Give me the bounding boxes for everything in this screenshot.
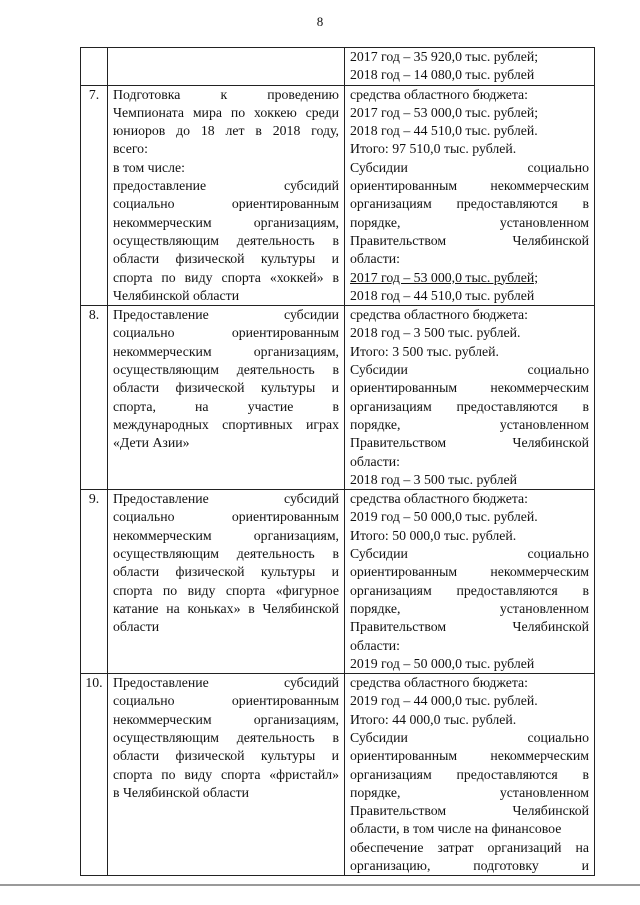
- subsidy-table: [80, 47, 595, 876]
- row-number: [81, 48, 108, 86]
- description-line: Предоставление субсидий: [113, 491, 339, 507]
- scan-edge-line: [0, 884, 640, 886]
- funding-line: ориентированным некоммерческим: [350, 564, 589, 580]
- description-line: спорта, на участие в: [113, 398, 339, 414]
- table-row: [81, 306, 595, 490]
- measure-description: [108, 85, 345, 306]
- funding-line: 2019 год – 44 000,0 тыс. рублей.: [350, 693, 538, 709]
- funding-line: Итого: 50 000,0 тыс. рублей.: [350, 527, 517, 543]
- description-line: области физической культуры и: [113, 380, 339, 396]
- description-line: некоммерческим организациям,: [113, 527, 339, 543]
- funding-line: порядке, установленном: [350, 416, 589, 432]
- description-line: спорта по виду спорта «фристайл»: [113, 766, 339, 782]
- funding-line: порядке, установленном: [350, 214, 589, 230]
- description-line: осуществляющим деятельность в: [113, 729, 339, 745]
- description-line: области: [113, 619, 160, 635]
- funding-line: средства областного бюджета:: [350, 491, 528, 507]
- row-number: 8.: [81, 306, 108, 490]
- funding-line: организациям предоставляются в: [350, 766, 589, 782]
- description-line: Чемпионата мира по хоккею среди: [113, 104, 339, 120]
- description-line: Челябинской области: [113, 287, 240, 303]
- funding-line: области, в том числе на финансовое: [350, 821, 562, 837]
- description-line: Подготовка к проведению: [113, 86, 339, 102]
- funding-line: 2018 год – 44 510,0 тыс. рублей.: [350, 123, 538, 139]
- funding-line: Итого: 44 000,0 тыс. рублей.: [350, 711, 517, 727]
- funding-line: 2018 год – 44 510,0 тыс. рублей: [350, 287, 535, 303]
- row-number: 9.: [81, 490, 108, 674]
- description-line: «Дети Азии»: [113, 435, 190, 451]
- funding-line: 2017 год – 53 000,0 тыс. рублей;: [350, 269, 539, 285]
- funding-details: [345, 674, 595, 876]
- description-line: спорта по виду спорта «хоккей» в: [113, 269, 339, 285]
- funding-details: [345, 490, 595, 674]
- description-line: осуществляющим деятельность в: [113, 362, 339, 378]
- funding-line: порядке, установленном: [350, 600, 589, 616]
- funding-line: 2018 год – 14 080,0 тыс. рублей: [350, 67, 535, 83]
- description-line: юниоров до 18 лет в 2018 году,: [113, 123, 339, 139]
- table-row: [81, 490, 595, 674]
- funding-line: организациям предоставляются в: [350, 398, 589, 414]
- description-line: области физической культуры и: [113, 564, 339, 580]
- funding-line: организациям предоставляются в: [350, 196, 589, 212]
- funding-details: [345, 85, 595, 306]
- description-line: некоммерческим организациям,: [113, 711, 339, 727]
- funding-line: Итого: 3 500 тыс. рублей.: [350, 343, 499, 359]
- table-row: [81, 48, 595, 86]
- description-line: некоммерческим организациям,: [113, 343, 339, 359]
- funding-line: Итого: 97 510,0 тыс. рублей.: [350, 141, 517, 157]
- funding-line: порядке, установленном: [350, 784, 589, 800]
- funding-line: ориентированным некоммерческим: [350, 178, 589, 194]
- funding-line: 2017 год – 53 000,0 тыс. рублей;: [350, 104, 539, 120]
- description-line: социально ориентированным: [113, 693, 339, 709]
- funding-line: области:: [350, 251, 400, 267]
- funding-details: [345, 48, 595, 86]
- funding-line: области:: [350, 453, 400, 469]
- funding-line: Субсидии социально: [350, 546, 589, 562]
- description-line: Предоставление субсидии: [113, 307, 339, 323]
- funding-details: [345, 306, 595, 490]
- description-line: социально ориентированным: [113, 196, 339, 212]
- funding-line: 2018 год – 3 500 тыс. рублей.: [350, 325, 521, 341]
- row-number: 7.: [81, 85, 108, 306]
- funding-line: ориентированным некоммерческим: [350, 380, 589, 396]
- description-line: в Челябинской области: [113, 784, 250, 800]
- row-number: 10.: [81, 674, 108, 876]
- description-line: предоставление субсидий: [113, 178, 339, 194]
- description-line: в том числе:: [113, 159, 185, 175]
- description-line: области физической культуры и: [113, 748, 339, 764]
- table-row: [81, 674, 595, 876]
- description-line: социально ориентированным: [113, 325, 339, 341]
- description-line: катание на коньках» в Челябинской: [113, 600, 339, 616]
- measure-description: [108, 48, 345, 86]
- description-line: области физической культуры и: [113, 251, 339, 267]
- funding-line: средства областного бюджета:: [350, 675, 528, 691]
- funding-line: области:: [350, 637, 400, 653]
- page-number: 8: [316, 14, 324, 29]
- funding-line: Субсидии социально: [350, 729, 589, 745]
- funding-line: организациям предоставляются в: [350, 582, 589, 598]
- funding-line: ориентированным некоммерческим: [350, 748, 589, 764]
- funding-line: 2018 год – 3 500 тыс. рублей: [350, 471, 517, 487]
- funding-line: 2019 год – 50 000,0 тыс. рублей.: [350, 509, 538, 525]
- funding-line: организацию, подготовку и: [350, 858, 589, 874]
- funding-line: Субсидии социально: [350, 159, 589, 175]
- funding-line: средства областного бюджета:: [350, 307, 528, 323]
- description-line: спорта по виду спорта «фигурное: [113, 582, 339, 598]
- description-line: всего:: [113, 141, 148, 157]
- description-line: социально ориентированным: [113, 509, 339, 525]
- measure-description: [108, 674, 345, 876]
- funding-line: 2017 год – 35 920,0 тыс. рублей;: [350, 49, 539, 64]
- funding-line: Правительством Челябинской: [350, 435, 589, 451]
- description-line: некоммерческим организациям,: [113, 214, 339, 230]
- measure-description: [108, 490, 345, 674]
- description-line: осуществляющим деятельность в: [113, 232, 339, 248]
- funding-line: 2019 год – 50 000,0 тыс. рублей: [350, 655, 535, 671]
- funding-line: Правительством Челябинской: [350, 803, 589, 819]
- table-row: [81, 85, 595, 306]
- description-line: международных спортивных играх: [113, 416, 339, 432]
- description-line: осуществляющим деятельность в: [113, 546, 339, 562]
- funding-line: Субсидии социально: [350, 362, 589, 378]
- measure-description: [108, 306, 345, 490]
- funding-line: Правительством Челябинской: [350, 619, 589, 635]
- funding-line: обеспечение затрат организаций на: [350, 839, 589, 855]
- description-line: Предоставление субсидий: [113, 675, 339, 691]
- funding-line: средства областного бюджета:: [350, 86, 528, 102]
- funding-line: Правительством Челябинской: [350, 232, 589, 248]
